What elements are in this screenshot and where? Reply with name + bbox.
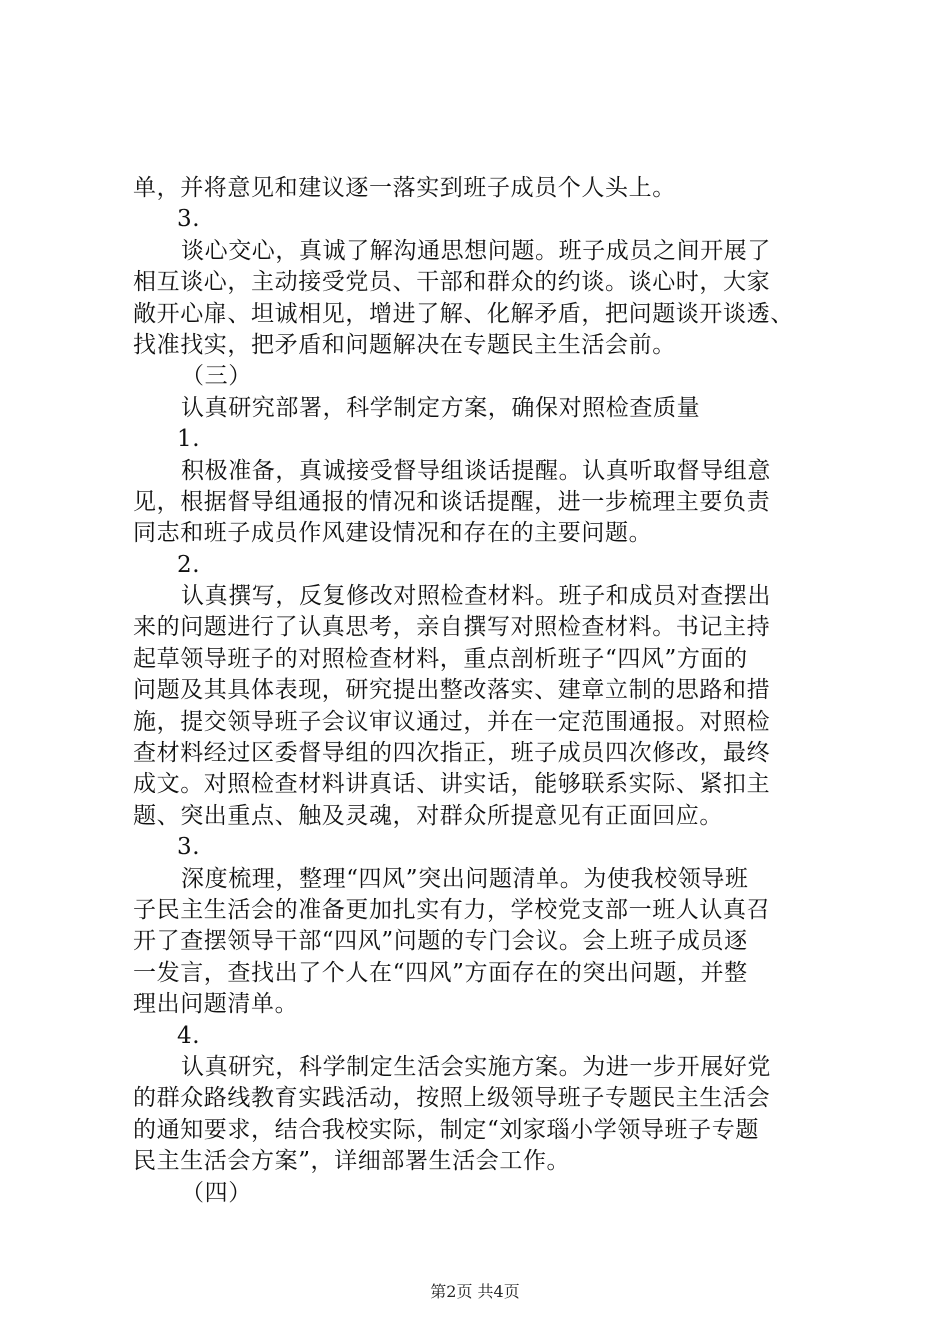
list-number: 3. [177, 834, 201, 861]
text-line: 理出问题清单。 [133, 991, 299, 1018]
text-line: 相互谈心，主动接受党员、干部和群众的约谈。谈心时，大家 [133, 269, 771, 296]
text-line: 起草领导班子的对照检查材料，重点剖析班子“四风”方面的 [133, 645, 748, 672]
text-line: 问题及其具体表现，研究提出整改落实、建章立制的思路和措 [133, 677, 771, 704]
text-line: 题、突出重点、触及灵魂，对群众所提意见有正面回应。 [133, 802, 723, 829]
list-number: 1. [177, 426, 201, 453]
list-number: 3. [177, 206, 201, 233]
text-line: 单，并将意见和建议逐一落实到班子成员个人头上。 [133, 175, 676, 201]
text-line: 找准找实，把矛盾和问题解决在专题民主生活会前。 [133, 331, 676, 358]
list-number: 4. [177, 1022, 201, 1049]
page-footer: 第2页 共4页 [430, 1282, 520, 1301]
text-line: 认真研究，科学制定生活会实施方案。为进一步开展好党 [181, 1053, 771, 1080]
text-line: 一发言，查找出了个人在“四风”方面存在的突出问题，并整 [133, 959, 748, 986]
text-line: 谈心交心，真诚了解沟通思想问题。班子成员之间开展了 [181, 237, 771, 264]
text-line: 敞开心扉、坦诚相见，增进了解、化解矛盾，把问题谈开谈透、 [133, 300, 794, 327]
text-line: 开了查摆领导干部“四风”问题的专门会议。会上班子成员逐 [133, 928, 748, 955]
text-line: 施，提交领导班子会议审议通过，并在一定范围通报。对照检 [133, 708, 771, 735]
list-number: 2. [177, 551, 201, 578]
text-line: 的群众路线教育实践活动，按照上级领导班子专题民主生活会 [133, 1085, 771, 1112]
text-line: 民主生活会方案”，详细部署生活会工作。 [133, 1148, 571, 1175]
text-line: 认真研究部署，科学制定方案，确保对照检查质量 [181, 394, 701, 421]
text-line: 认真撰写，反复修改对照检查材料。班子和成员对查摆出 [181, 583, 771, 610]
section-heading: （三） [181, 363, 252, 390]
text-line: 见，根据督导组通报的情况和谈话提醒，进一步梳理主要负责 [133, 488, 771, 515]
text-line: 来的问题进行了认真思考，亲自撰写对照检查材料。书记主持 [133, 614, 771, 641]
document-body [133, 173, 833, 1209]
section-heading: （四） [181, 1179, 252, 1206]
text-line: 成文。对照检查材料讲真话、讲实话，能够联系实际、紧扣主 [133, 771, 771, 798]
text-line: 查材料经过区委督导组的四次指正，班子成员四次修改，最终 [133, 740, 771, 767]
text-line: 积极准备，真诚接受督导组谈话提醒。认真听取督导组意 [181, 457, 771, 484]
text-line: 的通知要求，结合我校实际，制定“刘家瑙小学领导班子专题 [133, 1116, 759, 1143]
text-line: 同志和班子成员作风建设情况和存在的主要问题。 [133, 520, 653, 547]
text-line: 子民主生活会的准备更加扎实有力，学校党支部一班人认真召 [133, 896, 771, 923]
text-line: 深度梳理，整理“四风”突出问题清单。为使我校领导班 [181, 865, 749, 892]
